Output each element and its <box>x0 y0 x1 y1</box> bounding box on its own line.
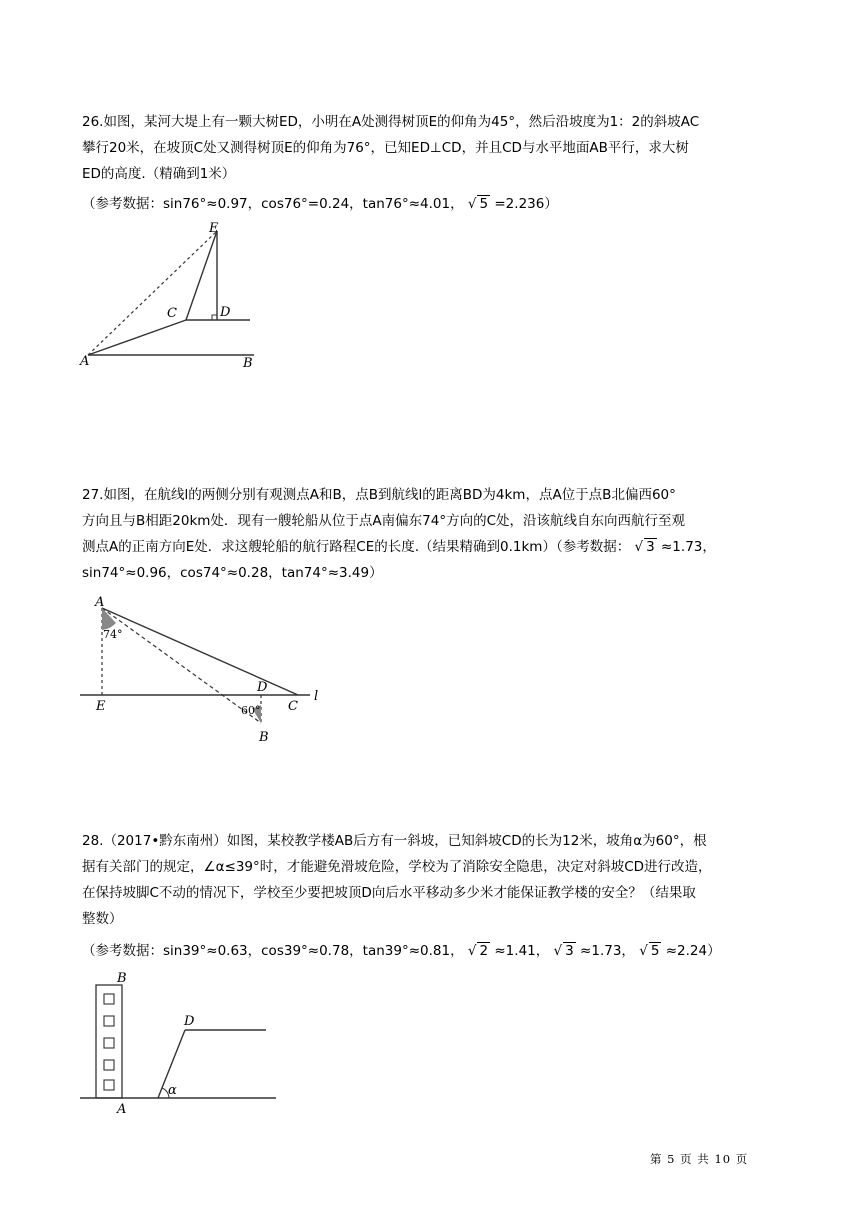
sqrt-symbol: √ <box>639 943 648 959</box>
figure-28 <box>78 968 288 1142</box>
label-C: C <box>167 306 177 321</box>
label-B: B <box>259 730 269 745</box>
label-D: D <box>220 305 231 320</box>
question-line: 据有关部门的规定，∠α≤39°时，才能避免滑坡危险，学校为了消除安全隐患，决定对斜坡CD进行改造， <box>82 859 712 875</box>
radicand: 5 <box>479 196 489 212</box>
sqrt-symbol: √ <box>553 943 563 959</box>
label-l: l <box>314 689 319 704</box>
angle-74-label: 74° <box>103 628 123 641</box>
question-27-text <box>82 482 782 586</box>
label-C: C <box>288 699 298 714</box>
question-line: ED的高度.（精确到1米） <box>82 166 236 182</box>
sqrt-symbol: √ <box>634 539 644 555</box>
label-E: E <box>209 221 219 236</box>
question-26-text <box>82 109 782 187</box>
reference-suffix: =2.236） <box>494 196 558 212</box>
figure-26 <box>78 218 268 374</box>
label-B: B <box>243 356 253 371</box>
question-line: 测点A的正南方向E处．求这艘轮船的航行路程CE的长度.（结果精确到0.1km）（参考数据： √ 3 ≈1.73， <box>82 539 716 555</box>
question-28-text <box>82 828 782 932</box>
question-line: 在保持坡脚C不动的情况下，学校至少要把坡顶D向后水平移动多少米才能保证教学楼的安全？（结果取 <box>82 885 696 901</box>
question-line: 攀行20米，在坡顶C处又测得树顶E的仰角为76°，已知ED⊥CD，并且CD与水平地面AB平行，求大树 <box>82 140 689 156</box>
question-line: 27.如图，在航线l的两侧分别有观测点A和B，点B到航线l的距离BD为4km，点A位于点B北偏西60° <box>82 487 676 503</box>
question-line: sin74°≈0.96，cos74°≈0.28，tan74°≈3.49） <box>82 565 383 581</box>
label-A: A <box>117 1102 127 1117</box>
label-A: A <box>80 354 90 369</box>
figure-27 <box>78 590 328 746</box>
page-footer: 第 5 页 共 10 页 <box>650 1152 749 1166</box>
sqrt-symbol: √ <box>467 943 477 959</box>
label-B: B <box>117 971 127 986</box>
question-line: 方向且与B相距20km处．现有一艘轮船从位于点A南偏东74°方向的C处，沿该航线自东向西航行至观 <box>82 513 685 529</box>
sqrt-symbol: √ <box>467 196 477 212</box>
question-line: 28.（2017•黔东南州）如图，某校教学楼AB后方有一斜坡，已知斜坡CD的长为12米，坡角α为60°，根 <box>82 833 707 849</box>
question-line: 26.如图，某河大堤上有一颗大树ED，小明在A处测得树顶E的仰角为45°，然后沿坡度为1：2的斜坡AC <box>82 114 700 130</box>
question-line: 整数） <box>82 911 123 927</box>
reference-prefix: （参考数据：sin76°≈0.97，cos76°=0.24，tan76°≈4.01， <box>82 196 464 212</box>
label-A: A <box>95 595 105 610</box>
question-28-reference-data: （参考数据：sin39°≈0.63，cos39°≈0.78，tan39°≈0.81， √ 2 ≈1.41， √ 3 ≈1.73， √ 5 ≈2.24） <box>82 943 721 959</box>
label-D: D <box>184 1014 195 1029</box>
label-alpha: α <box>168 1083 177 1098</box>
question-26-reference-data <box>82 191 782 217</box>
angle-60-label: 60° <box>241 704 261 717</box>
label-E: E <box>96 699 106 714</box>
label-D: D <box>257 680 268 695</box>
